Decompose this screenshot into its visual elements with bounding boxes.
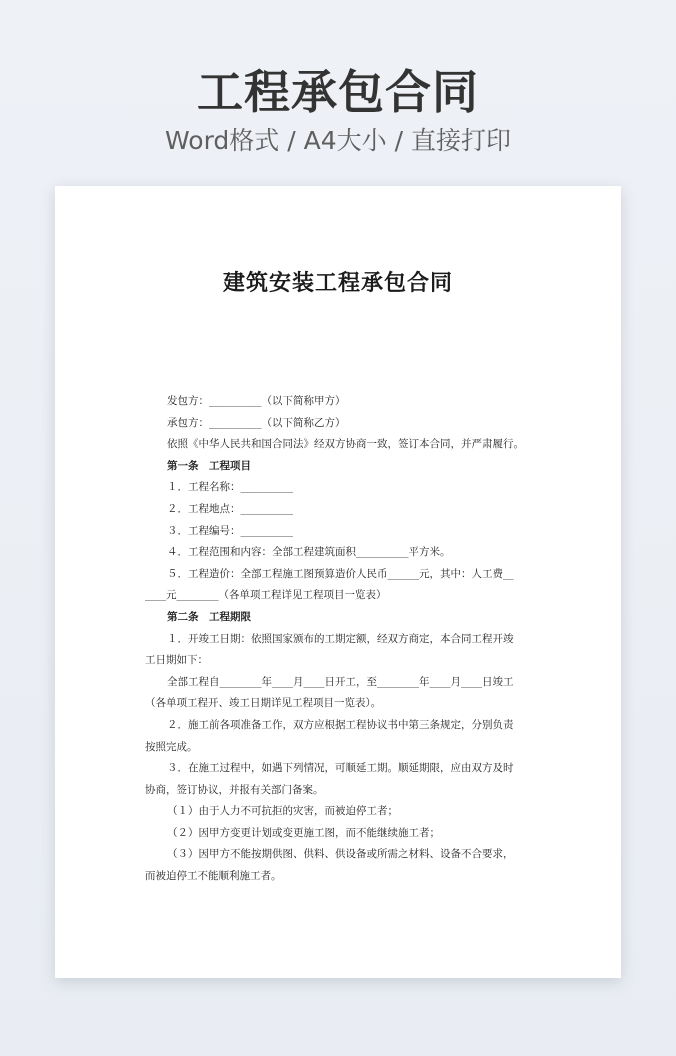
- document-line: ５．工程造价：全部工程施工图预算造价人民币______元，其中：人工费__: [167, 567, 514, 580]
- document-line: ２．施工前各项准备工作，双方应根据工程协议书中第三条规定，分别负责: [167, 718, 514, 731]
- document-line: １．开竣工日期：依照国家颁布的工期定额，经双方商定，本合同工程开竣: [167, 632, 514, 645]
- document-line: １．工程名称：__________: [167, 481, 293, 494]
- document-line: ４．工程范围和内容：全部工程建筑面积__________平方米。: [167, 546, 451, 559]
- document-line: （１）由于人力不可抗拒的灾害，而被迫停工者；: [167, 805, 398, 818]
- document-line: 而被迫停工不能顺利施工者。: [145, 870, 282, 883]
- document-line: ２．工程地点：__________: [167, 502, 293, 515]
- banner-header: [0, 62, 676, 158]
- document-line: 协商，签订协议，并报有关部门备案。: [145, 783, 324, 796]
- document-line: 工日期如下：: [145, 654, 208, 667]
- document-line: （各单项工程开、竣工日期详见工程项目一览表）。: [145, 697, 382, 710]
- banner-title: 工程承包合同: [197, 65, 479, 119]
- document-line: （３）因甲方不能按期供图、供料、供设备或所需之材料、设备不合要求，: [167, 848, 514, 861]
- document-line: 承包方：__________（以下简称乙方）: [167, 416, 346, 429]
- document-line: 发包方：__________（以下简称甲方）: [167, 395, 346, 407]
- document-line: ３．工程编号：__________: [167, 524, 293, 537]
- document-line: 第一条 工程项目: [167, 459, 251, 472]
- document-page: [55, 186, 621, 978]
- document-line: 依照《中华人民共和国合同法》经双方协商一致，签订本合同，并严肃履行。: [167, 438, 524, 451]
- document-body: [145, 391, 531, 888]
- document-line: 按照完成。: [145, 740, 198, 753]
- document-line: ３．在施工过程中，如遇下列情况，可顺延工期。顺延期限，应由双方及时: [167, 762, 514, 775]
- document-line: 第二条 工程期限: [167, 610, 251, 623]
- document-line: ____元________（各单项工程详见工程项目一览表）: [145, 589, 387, 602]
- document-line: 全部工程自________年____月____日开工，至________年____月____日竣工: [167, 675, 514, 688]
- document-title: 建筑安装工程承包合同: [222, 270, 453, 296]
- document-line: （２）因甲方变更计划或变更施工图，而不能继续施工者；: [167, 826, 440, 839]
- banner-subtitle: Word格式 / A4大小 / 直接打印: [165, 126, 511, 155]
